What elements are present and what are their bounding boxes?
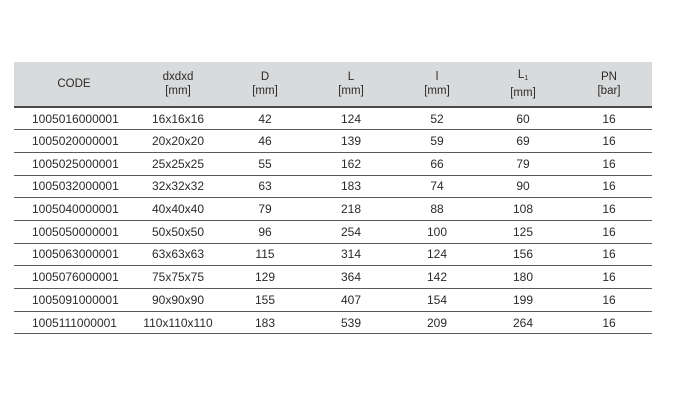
header-l1: [480, 62, 566, 107]
cell-l1: 125: [480, 220, 566, 243]
cell-d: 155: [222, 289, 308, 312]
header-l1-letter: L: [517, 69, 525, 81]
table-row: [14, 107, 652, 130]
cell-l-length: 218: [308, 198, 394, 221]
cell-pn: 16: [566, 311, 652, 334]
cell-d: 46: [222, 130, 308, 153]
cell-l-length: 364: [308, 266, 394, 289]
cell-pn: 16: [566, 152, 652, 175]
cell-d: 129: [222, 266, 308, 289]
cell-code: 1005091000001: [14, 289, 134, 312]
table-row: [14, 198, 652, 221]
header-d: [222, 62, 308, 107]
header-dxdxd-unit: [mm]: [165, 85, 191, 97]
cell-l-small: 52: [394, 107, 480, 130]
cell-d: 42: [222, 107, 308, 130]
cell-l-length: 407: [308, 289, 394, 312]
header-l1-subscript: 1: [524, 75, 529, 82]
cell-pn: 16: [566, 266, 652, 289]
table-body: [14, 107, 652, 334]
cell-l1: 156: [480, 243, 566, 266]
cell-dxdxd: 50x50x50: [134, 220, 222, 243]
cell-l1: 199: [480, 289, 566, 312]
header-pn: [566, 62, 652, 107]
cell-l-small: 74: [394, 175, 480, 198]
cell-d: 96: [222, 220, 308, 243]
cell-d: 63: [222, 175, 308, 198]
cell-l-length: 139: [308, 130, 394, 153]
header-l1-unit: [mm]: [510, 87, 536, 99]
cell-d: 183: [222, 311, 308, 334]
cell-dxdxd: 32x32x32: [134, 175, 222, 198]
cell-l-length: 539: [308, 311, 394, 334]
cell-dxdxd: 40x40x40: [134, 198, 222, 221]
cell-l1: 180: [480, 266, 566, 289]
table-header-row: [14, 62, 652, 107]
cell-code: 1005076000001: [14, 266, 134, 289]
header-d-label: D: [260, 71, 270, 83]
header-l-small: [394, 62, 480, 107]
cell-code: 1005063000001: [14, 243, 134, 266]
cell-d: 55: [222, 152, 308, 175]
product-table-container: [14, 62, 652, 334]
table-row: [14, 130, 652, 153]
table-row: [14, 311, 652, 334]
table-row: [14, 220, 652, 243]
cell-l-length: 254: [308, 220, 394, 243]
cell-l1: 108: [480, 198, 566, 221]
cell-l-small: 66: [394, 152, 480, 175]
cell-dxdxd: 16x16x16: [134, 107, 222, 130]
cell-l-small: 88: [394, 198, 480, 221]
cell-dxdxd: 25x25x25: [134, 152, 222, 175]
cell-l-small: 154: [394, 289, 480, 312]
cell-code: 1005111000001: [14, 311, 134, 334]
header-dxdxd: [134, 62, 222, 107]
header-l-length-unit: [mm]: [338, 85, 364, 97]
cell-l1: 69: [480, 130, 566, 153]
cell-pn: 16: [566, 198, 652, 221]
product-dimensions-table: [14, 62, 652, 334]
cell-pn: 16: [566, 130, 652, 153]
header-l-length-label: L: [347, 71, 355, 83]
header-l1-label: [480, 68, 566, 86]
cell-l-length: 162: [308, 152, 394, 175]
header-dxdxd-label: dxdxd: [162, 71, 194, 83]
cell-l1: 90: [480, 175, 566, 198]
header-d-unit: [mm]: [252, 85, 278, 97]
cell-l1: 264: [480, 311, 566, 334]
cell-l-small: 142: [394, 266, 480, 289]
table-row: [14, 289, 652, 312]
cell-l-small: 124: [394, 243, 480, 266]
header-l-small-unit: [mm]: [424, 85, 450, 97]
cell-dxdxd: 90x90x90: [134, 289, 222, 312]
cell-pn: 16: [566, 243, 652, 266]
table-row: [14, 243, 652, 266]
cell-code: 1005050000001: [14, 220, 134, 243]
header-pn-label: PN: [601, 71, 617, 83]
cell-pn: 16: [566, 107, 652, 130]
cell-code: 1005016000001: [14, 107, 134, 130]
cell-pn: 16: [566, 175, 652, 198]
cell-l1: 60: [480, 107, 566, 130]
cell-code: 1005025000001: [14, 152, 134, 175]
cell-code: 1005020000001: [14, 130, 134, 153]
cell-d: 79: [222, 198, 308, 221]
cell-dxdxd: 20x20x20: [134, 130, 222, 153]
header-code-label: CODE: [57, 78, 91, 90]
cell-pn: 16: [566, 289, 652, 312]
header-pn-unit: [bar]: [597, 85, 621, 97]
cell-l-length: 124: [308, 107, 394, 130]
header-l-small-label: l: [435, 71, 439, 83]
cell-code: 1005040000001: [14, 198, 134, 221]
cell-dxdxd: 110x110x110: [134, 311, 222, 334]
cell-pn: 16: [566, 220, 652, 243]
cell-l-length: 314: [308, 243, 394, 266]
cell-l-small: 59: [394, 130, 480, 153]
cell-dxdxd: 63x63x63: [134, 243, 222, 266]
table-row: [14, 266, 652, 289]
cell-l-length: 183: [308, 175, 394, 198]
cell-d: 115: [222, 243, 308, 266]
cell-dxdxd: 75x75x75: [134, 266, 222, 289]
header-l-length: [308, 62, 394, 107]
cell-l1: 79: [480, 152, 566, 175]
cell-l-small: 209: [394, 311, 480, 334]
cell-code: 1005032000001: [14, 175, 134, 198]
header-code: [14, 62, 134, 107]
table-row: [14, 175, 652, 198]
table-row: [14, 152, 652, 175]
cell-l-small: 100: [394, 220, 480, 243]
